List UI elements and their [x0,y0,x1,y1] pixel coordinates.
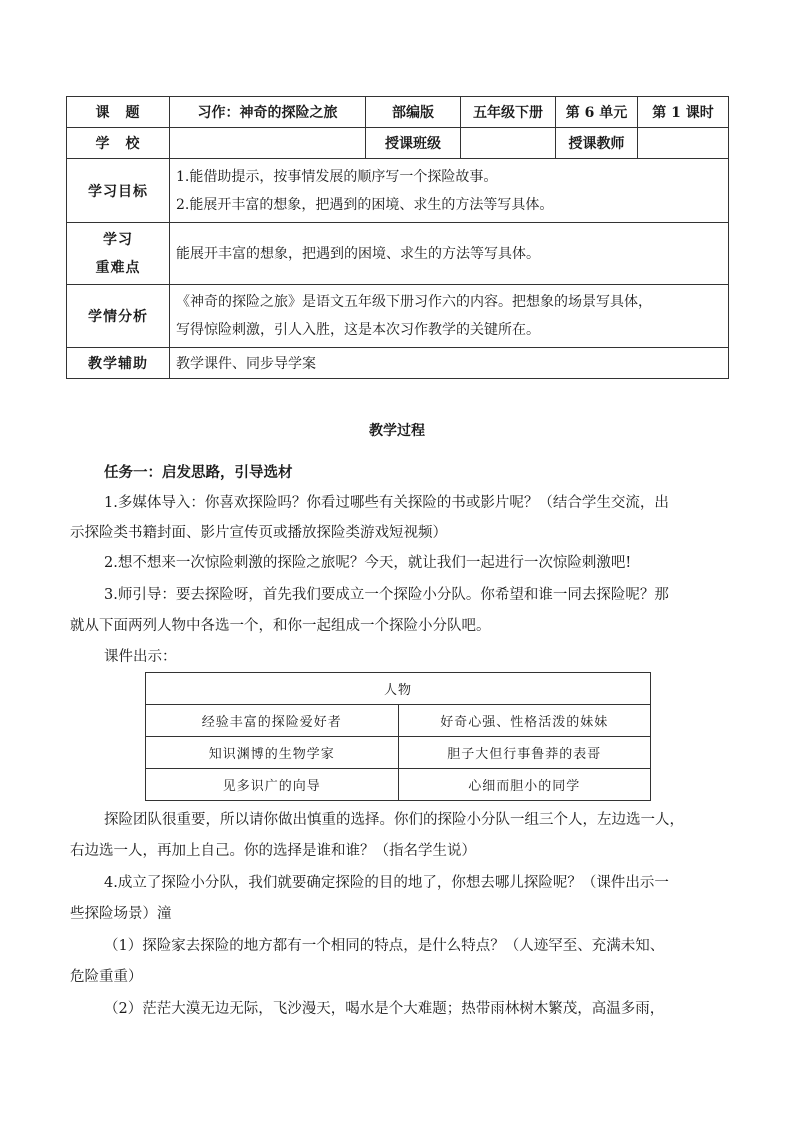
edition: 部编版 [366,97,461,128]
teacher-label: 授课教师 [556,128,638,159]
key-label-line-2: 重难点 [95,259,141,276]
key-label-line-1: 学习 [103,231,133,248]
para-3-line-1: 3.师引导：要去探险呀，首先我们要成立一个探险小分队。你希望和谁一同去探险呢？那 [104,587,669,603]
key-point-label [67,223,170,285]
character-table-header: 人物 [146,673,651,705]
para-6-line-2: 些探险场景）潼 [70,906,172,922]
analysis-line-1: 《神奇的探险之旅》是语文五年级下册习作六的内容。把想象的场景写具体， [176,294,652,310]
character-left: 见多识广的向导 [146,769,399,801]
topic-label: 课 题 [67,97,170,128]
para-5-line-2: 右边选一人，再加上自己。你的选择是谁和谁？（指名学生说） [70,843,476,859]
table-row [146,769,651,801]
school-label: 学 校 [67,128,170,159]
school-value [170,128,366,159]
character-right: 好奇心强、性格活泼的妹妹 [398,705,651,737]
para-8: （2）茫茫大漠无边无际，飞沙漫天，喝水是个大难题；热带雨林树木繁茂，高温多雨， [104,1001,665,1017]
process-title: 教学过程 [369,423,425,439]
character-left: 知识渊博的生物学家 [146,737,399,769]
character-left: 经验丰富的探险爱好者 [146,705,399,737]
table-row [146,705,651,737]
topic-value: 习作：神奇的探险之旅 [170,97,366,128]
character-right: 胆子大但行事鲁莽的表哥 [398,737,651,769]
grade: 五年级下册 [461,97,556,128]
analysis-line-2: 写得惊险刺激，引人入胜，这是本次习作教学的关键所在。 [176,322,540,338]
key-point-text: 能展开丰富的想象，把遇到的困境、求生的方法等写具体。 [170,223,729,285]
goal-line-2: 2.能展开丰富的想象，把遇到的困境、求生的方法等写具体。 [176,196,554,213]
para-5-line-1: 探险团队很重要，所以请你做出慎重的选择。你们的探险小分队一组三个人，左边选一人， [104,812,684,828]
para-7-line-2: 危险重重） [70,969,143,985]
analysis-label: 学情分析 [67,285,170,348]
para-6-line-1: 4.成立了探险小分队，我们就要确定探险的目的地了，你想去哪儿探险呢？（课件出示一 [104,875,669,891]
table-row [146,737,651,769]
aid-label: 教学辅助 [67,348,170,379]
class-value [461,128,556,159]
unit: 第 6 单元 [556,97,638,128]
goal-text [170,159,729,223]
lesson-info-table [66,96,729,379]
lesson-number: 第 1 课时 [638,97,729,128]
character-table [145,672,651,801]
character-right: 心细而胆小的同学 [398,769,651,801]
para-2: 2.想不想来一次惊险刺激的探险之旅呢？今天，就让我们一起进行一次惊险刺激吧! [104,555,632,571]
task1-title: 任务一：启发思路，引导选材 [104,464,293,481]
aid-text: 教学课件、同步导学案 [170,348,729,379]
courseware-label: 课件出示： [104,649,177,665]
para-7-line-1: （1）探险家去探险的地方都有一个相同的特点，是什么特点？（人迹罕至、充满未知、 [104,938,665,954]
class-label: 授课班级 [366,128,461,159]
goal-line-1: 1.能借助提示，按事情发展的顺序写一个探险故事。 [176,168,498,185]
para-3-line-2: 就从下面两列人物中各选一个，和你一起组成一个探险小分队吧。 [70,618,491,634]
goal-label: 学习目标 [67,159,170,223]
para-1-line-1: 1.多媒体导入：你喜欢探险吗？你看过哪些有关探险的书或影片呢？（结合学生交流，出 [104,495,669,511]
para-1-line-2: 示探险类书籍封面、影片宣传页或播放探险类游戏短视频） [70,525,447,541]
analysis-text [170,285,729,348]
teacher-value [638,128,729,159]
